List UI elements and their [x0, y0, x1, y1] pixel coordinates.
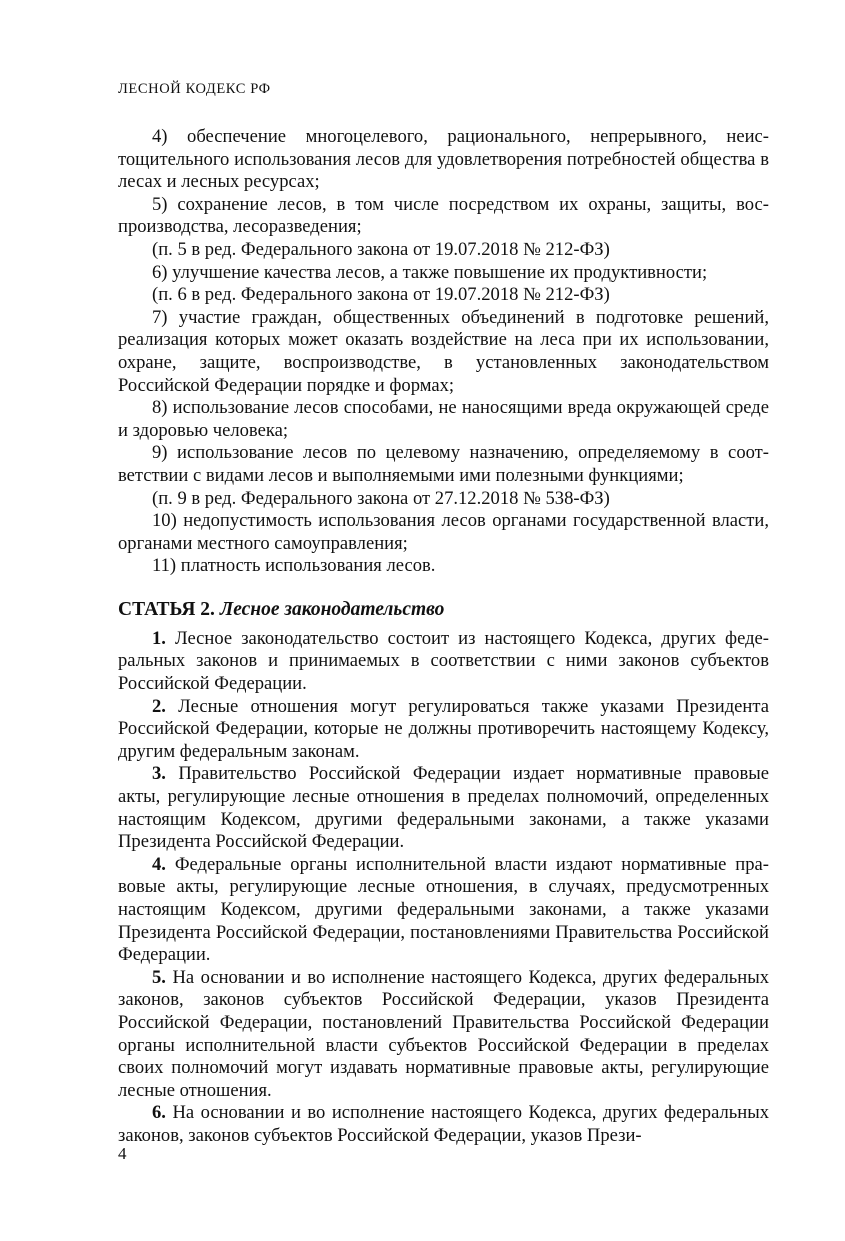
clause-text: Правительство Российской Федерации издает нормативные правовые акты, регулирующие лесные отношения в пределах полномочий, определенных настоящим Кодексом, другими федеральными законами, а также указами Президента Российской Федерации.	[118, 763, 769, 853]
list-item: 5) сохранение лесов, в том числе посредством их охраны, защиты, воспроизводства, лесоразведения;	[118, 193, 769, 238]
article-label: СТАТЬЯ 2.	[118, 598, 215, 620]
list-item: 11) платность использования лесов.	[152, 555, 436, 577]
article-heading	[118, 598, 769, 622]
clause	[118, 763, 769, 853]
clause-number: 2.	[152, 695, 166, 717]
clause-number: 4.	[152, 853, 166, 875]
clause	[118, 628, 769, 696]
list-item: 7) участие граждан, общественных объединений в подготовке решений, реализация которых может оказать воздействие на леса при их использовании, охране, защите, воспроизводстве, в установленных законодательством Российской Федерации порядке и формах;	[118, 306, 769, 396]
clause-text: Лесные отношения могут регулироваться также указами Президента Российской Федерации, которые не должны противоречить настоящему Кодексу, другим федеральным законам.	[118, 695, 769, 762]
page-number: 4	[118, 1144, 127, 1163]
amendment-note: (п. 6 в ред. Федерального закона от 19.07.2018 № 212-ФЗ)	[152, 284, 610, 306]
article-title: Лесное законодательство	[219, 598, 445, 620]
document-page	[118, 0, 769, 1241]
list-item: 4) обеспечение многоцелевого, рационального, непрерывного, неистощительного использования лесов для удовлетворения потребностей общества в лесах и лесных ресурсах;	[118, 126, 769, 193]
list-item: 8) использование лесов способами, не наносящими вреда окружающей среде и здоровью человека;	[118, 397, 769, 441]
clause	[118, 1102, 769, 1147]
clause-text: Федеральные органы исполнительной власти издают нормативные правовые акты, регулирующие лесные отношения, в случаях, предусмотренных настоящим Кодексом, другими федеральными законами, а также указами Президента Российской Федерации, постановлениями Правительства Российской Федерации.	[118, 853, 769, 966]
clause	[118, 696, 769, 764]
page-content	[118, 126, 769, 1148]
amendment-note: (п. 9 в ред. Федерального закона от 27.12.2018 № 538-ФЗ)	[152, 487, 610, 509]
list-item: 6) улучшение качества лесов, а также повышение их продуктивности;	[152, 261, 708, 283]
list-item: 9) использование лесов по целевому назначению, определяемому в соответствии с видами лесов и выполняемыми ими полезными функциями;	[118, 442, 769, 486]
clause-number: 1.	[152, 627, 166, 649]
clause-text: На основании и во исполнение настоящего Кодекса, других федеральных законов, законов субъектов Российской Федерации, указов Президента Российской Федерации, постановлений Правительства Российской Федерации органы исполнительной власти субъектов Российской Федерации в пределах своих полномочий могут издавать нормативные правовые акты, регулирующие лесные отношения.	[118, 966, 769, 1101]
clause	[118, 854, 769, 967]
amendment-note: (п. 5 в ред. Федерального закона от 19.07.2018 № 212-ФЗ)	[152, 238, 610, 260]
clause-number: 3.	[152, 763, 166, 785]
clause-number: 6.	[152, 1102, 166, 1124]
running-head: ЛЕСНОЙ КОДЕКС РФ	[118, 81, 271, 97]
clause-text: На основании и во исполнение настоящего Кодекса, других федеральных законов, законов субъектов Российской Федерации, указов Прези-	[118, 1102, 769, 1146]
clause-text: Лесное законодательство состоит из настоящего Кодекса, других федеральных законов и принимаемых в соответствии с ними законов субъектов Российской Федерации.	[118, 627, 769, 695]
list-item: 10) недопустимость использования лесов органами государственной власти, органами местного самоуправления;	[118, 510, 769, 554]
clause-number: 5.	[152, 966, 166, 988]
clause	[118, 967, 769, 1103]
